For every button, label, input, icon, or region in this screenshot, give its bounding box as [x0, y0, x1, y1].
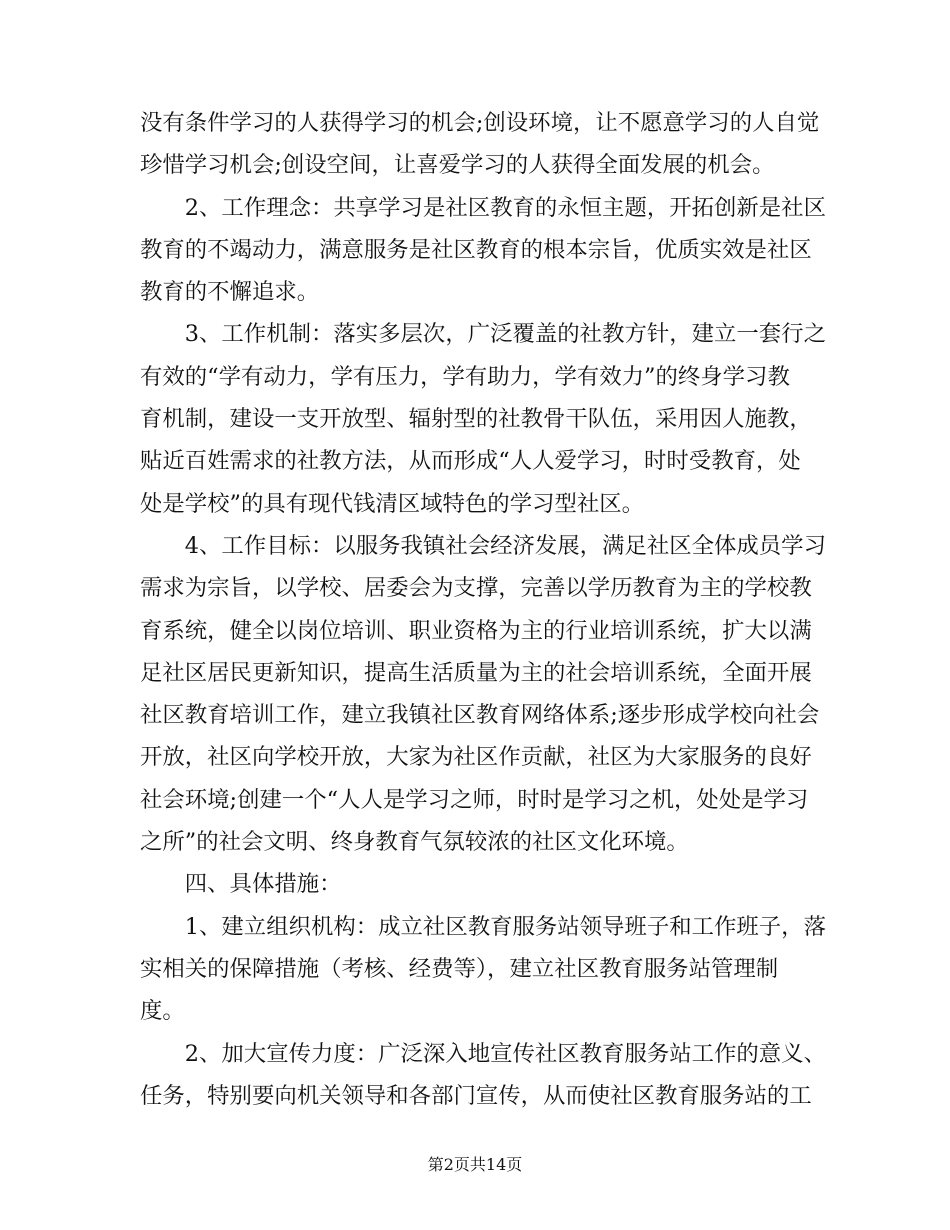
text-line: 四、具体措施： [140, 871, 342, 898]
text-line: 珍惜学习机会;创设空间，让喜爱学习的人获得全面发展的机会。 [140, 152, 775, 179]
text-line: 度。 [140, 998, 185, 1025]
text-line: 社会环境;创建一个“人人是学习之师，时时是学习之机，处处是学习 [140, 786, 809, 813]
text-line: 3、工作机制：落实多层次，广泛覆盖的社教方针，建立一套行之 [140, 321, 826, 348]
page-number-footer: 第2页共14页 [427, 1155, 523, 1174]
text-line: 育机制，建设一支开放型、辐射型的社教骨干队伍，采用因人施教， [140, 406, 812, 433]
document-body [140, 102, 826, 1117]
text-line: 任务，特别要向机关领导和各部门宣传，从而使社区教育服务站的工 [140, 1082, 812, 1109]
text-line: 社区教育培训工作，建立我镇社区教育网络体系;逐步形成学校向社会 [140, 702, 820, 729]
text-line: 2、工作理念：共享学习是社区教育的永恒主题，开拓创新是社区 [140, 194, 826, 221]
text-line: 没有条件学习的人获得学习的机会;创设环境，让不愿意学习的人自觉 [140, 110, 820, 136]
text-line: 足社区居民更新知识，提高生活质量为主的社会培训系统，全面开展 [140, 659, 812, 686]
text-line: 开放，社区向学校开放，大家为社区作贡献，社区为大家服务的良好 [140, 744, 812, 771]
text-line: 育系统，健全以岗位培训、职业资格为主的行业培训系统，扩大以满 [140, 617, 812, 644]
text-line: 有效的“学有动力，学有压力，学有助力，学有效力”的终身学习教 [140, 363, 790, 390]
text-line: 实相关的保障措施（考核、经费等），建立社区教育服务站管理制 [140, 955, 779, 982]
text-line: 4、工作目标：以服务我镇社会经济发展，满足社区全体成员学习 [140, 532, 826, 559]
text-line: 需求为宗旨，以学校、居委会为支撑，完善以学历教育为主的学校教 [140, 575, 812, 602]
text-line: 之所”的社会文明、终身教育气氛较浓的社区文化环境。 [140, 829, 689, 856]
text-line: 教育的不竭动力，满意服务是社区教育的根本宗旨，优质实效是社区 [140, 236, 812, 263]
text-line: 处是学校”的具有现代钱清区域特色的学习型社区。 [140, 490, 645, 517]
text-line: 贴近百姓需求的社教方法，从而形成“人人爱学习，时时受教育，处 [140, 448, 801, 475]
text-line: 1、建立组织机构：成立社区教育服务站领导班子和工作班子，落 [140, 913, 826, 940]
text-line: 教育的不懈追求。 [140, 279, 320, 306]
text-line: 2、加大宣传力度：广泛深入地宣传社区教育服务站工作的意义、 [140, 1040, 826, 1067]
